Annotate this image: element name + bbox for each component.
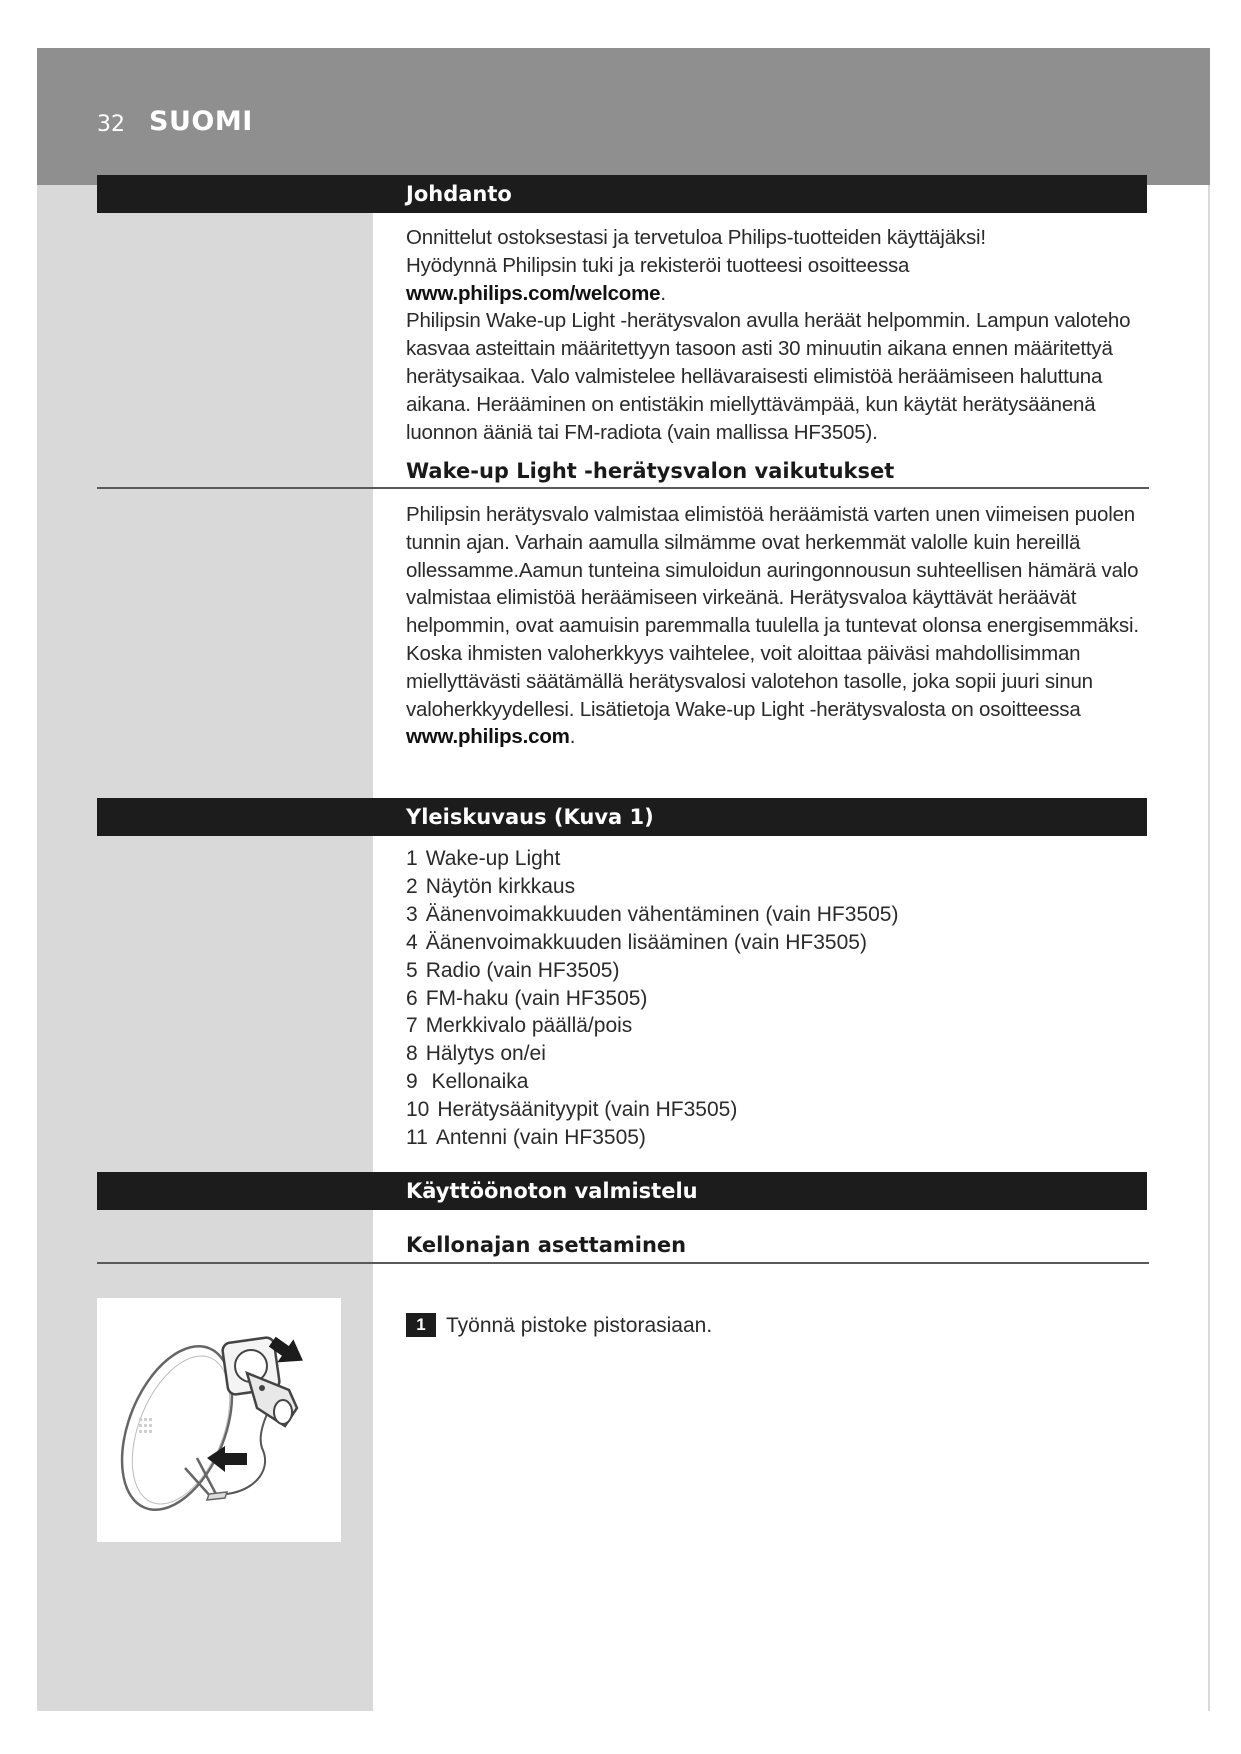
subsection-title-effects: Wake-up Light -herätysvalon vaikutukset bbox=[406, 459, 895, 483]
step-text: Työnnä pistoke pistorasiaan. bbox=[446, 1314, 713, 1337]
divider bbox=[97, 487, 1149, 489]
effects-body: Philipsin herätysvalo valmistaa elimistöä heräämistä varten unen viimeisen puolen tunnin ajan. Varhain aamulla silmämme ovat herkemmät valolle kuin hereillä ollessamme.Aamun tunteina simuloidun auringonnousun suhteellisen hämärä valo valmistaa elimistöä heräämiseen virkeänä. Herätysvaloa käyttävät heräävät helpommin, ovat aamuisin paremmalla tuulella ja tuntevat olonsa energisemmäksi. Koska ihmisten valoherkkyys vaihtelee, voit aloittaa päiväsi mahdollisimman miellyttävästi säätämällä herätysvalosi valotehon tasolle, joka sopii juuri sinun valoherkkyydellesi. Lisätietoja Wake-up Light -herätysvalosta on osoitteessa bbox=[406, 503, 1139, 721]
list-item: 3 Äänenvoimakkuuden vähentäminen (vain HF3505) bbox=[406, 902, 899, 926]
section-title-preparing: Käyttöönoton valmistelu bbox=[406, 1179, 698, 1203]
divider bbox=[97, 1262, 1149, 1264]
list-item: 11 Antenni (vain HF3505) bbox=[406, 1126, 646, 1150]
list-item: 4 Äänenvoimakkuuden lisääminen (vain HF3505) bbox=[406, 930, 867, 954]
list-item: 1 Wake-up Light bbox=[406, 847, 561, 870]
intro-line-2: Hyödynnä Philipsin tuki ja rekisteröi tuotteesi osoitteessa bbox=[406, 253, 910, 277]
lamp-display bbox=[139, 1418, 152, 1433]
welcome-url[interactable]: www.philips.com/welcome bbox=[406, 281, 661, 305]
list-item: 10 Herätysäänityypit (vain HF3505) bbox=[406, 1098, 738, 1122]
right-edge-strip bbox=[1208, 185, 1210, 1711]
philips-url[interactable]: www.philips.com bbox=[406, 725, 570, 749]
list-item: 9 Kellonaika bbox=[406, 1070, 529, 1094]
language-label: SUOMI bbox=[149, 106, 253, 137]
list-item: 8 Hälytys on/ei bbox=[406, 1042, 546, 1066]
section-title-overview: Yleiskuvaus (Kuva 1) bbox=[406, 805, 654, 829]
list-item: 2 Näytön kirkkaus bbox=[406, 874, 576, 898]
step-number-badge: 1 bbox=[406, 1313, 436, 1337]
figure-pointer bbox=[309, 1302, 341, 1342]
page-number: 32 bbox=[97, 112, 125, 137]
list-item: 7 Merkkivalo päällä/pois bbox=[406, 1014, 633, 1038]
effects-url-line: www.philips.com. bbox=[406, 725, 576, 749]
figure-lamp-plug bbox=[97, 1298, 341, 1542]
intro-line-1: Onnittelut ostoksestasi ja tervetuloa Philips-tuotteiden käyttäjäksi! bbox=[406, 226, 986, 249]
lamp-plug-illustration bbox=[97, 1298, 341, 1542]
effects-text bbox=[406, 501, 1146, 751]
list-item: 6 FM-haku (vain HF3505) bbox=[406, 986, 648, 1010]
step-1 bbox=[406, 1313, 712, 1338]
overview-list bbox=[406, 845, 1106, 1152]
intro-text bbox=[406, 224, 1146, 446]
section-title-intro: Johdanto bbox=[406, 182, 512, 206]
intro-url-line: www.philips.com/welcome. bbox=[406, 281, 666, 305]
list-item: 5 Radio (vain HF3505) bbox=[406, 958, 620, 982]
intro-body: Philipsin Wake-up Light -herätysvalon avulla heräät helpommin. Lampun valoteho kasvaa asteittain määritettyyn tasoon asti 30 minuutin aikana ennen määritettyä herätysaikaa. Valo valmistelee hellävaraisesti elimistöä heräämiseen haluttuna aikana. Herääminen on entistäkin miellyttävämpää, kun käytät herätysäänenä luonnon ääniä tai FM-radiota (vain mallissa HF3505). bbox=[406, 309, 1131, 444]
subsection-title-set-time: Kellonajan asettaminen bbox=[406, 1233, 687, 1257]
